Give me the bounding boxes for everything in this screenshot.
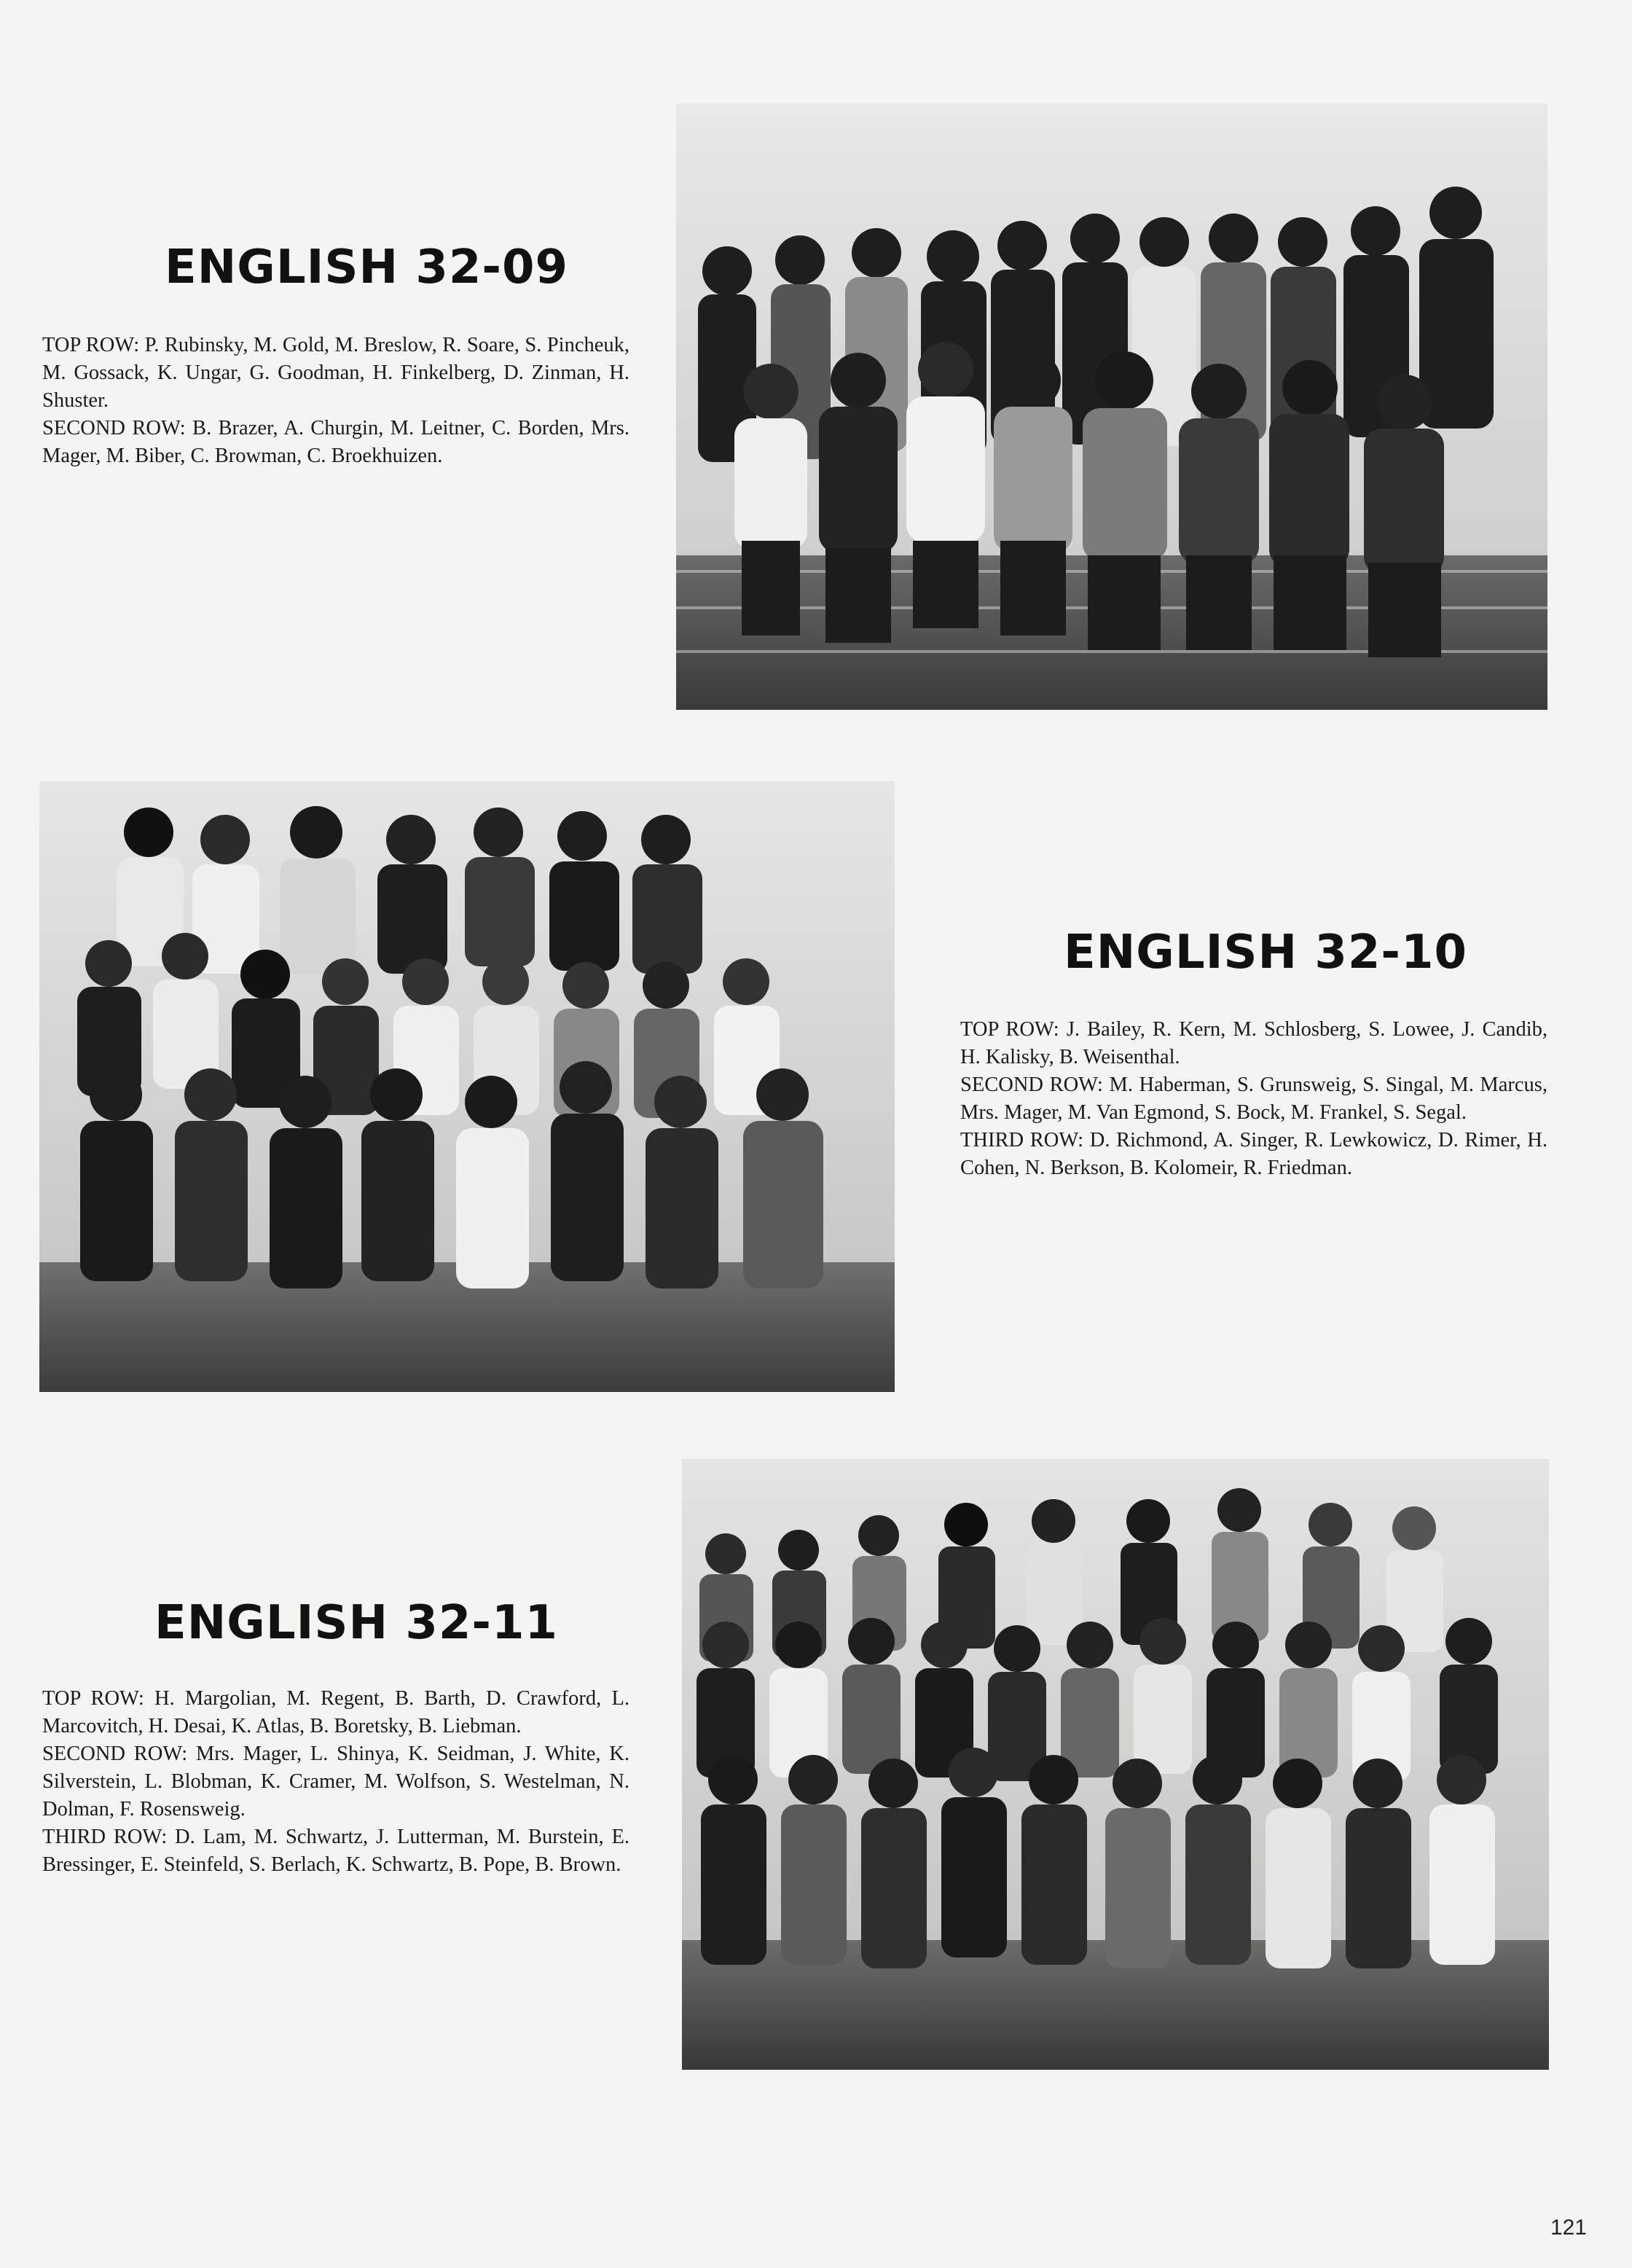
caption-english-32-11 — [42, 1685, 629, 1879]
caption-line: TOP ROW: P. Rubinsky, M. Gold, M. Breslow, R. Soare, S. Pincheuk, M. Gossack, K. Ungar, G. Goodman, H. Finkelberg, D. Zinman, H. Shuster. — [42, 334, 629, 412]
group-photo-image — [682, 1459, 1549, 2070]
caption-line: SECOND ROW: Mrs. Mager, L. Shinya, K. Seidman, J. White, K. Silverstein, L. Blobman, K. Cramer, M. Wolfson, S. Westelman, N. Dolman, F. Rosensweig. — [42, 1743, 629, 1821]
page-number: 121 — [1550, 2216, 1587, 2240]
section-heading-english-32-09: ENGLISH 32-09 — [165, 241, 569, 294]
class-photo-english-32-10 — [39, 781, 895, 1392]
class-photo-english-32-09 — [676, 103, 1547, 710]
caption-line: SECOND ROW: M. Haberman, S. Grunsweig, S. Singal, M. Marcus, Mrs. Mager, M. Van Egmond, S. Bock, M. Frankel, S. Segal. — [960, 1074, 1547, 1124]
section-heading-english-32-11: ENGLISH 32-11 — [154, 1596, 559, 1650]
caption-line: THIRD ROW: D. Richmond, A. Singer, R. Lewkowicz, D. Rimer, H. Cohen, N. Berkson, B. Kolomeir, R. Friedman. — [960, 1129, 1547, 1179]
group-photo-image — [676, 103, 1547, 710]
caption-english-32-09 — [42, 332, 629, 470]
class-photo-english-32-11 — [682, 1459, 1549, 2070]
caption-line: TOP ROW: H. Margolian, M. Regent, B. Barth, D. Crawford, L. Marcovitch, H. Desai, K. Atlas, B. Boretsky, B. Liebman. — [42, 1687, 629, 1737]
caption-line: THIRD ROW: D. Lam, M. Schwartz, J. Lutterman, M. Burstein, E. Bressinger, E. Steinfeld, S. Berlach, K. Schwartz, B. Pope, B. Brown. — [42, 1826, 629, 1876]
caption-line: SECOND ROW: B. Brazer, A. Churgin, M. Leitner, C. Borden, Mrs. Mager, M. Biber, C. Browman, C. Broekhuizen. — [42, 417, 629, 467]
caption-line: TOP ROW: J. Bailey, R. Kern, M. Schlosberg, S. Lowee, J. Candib, H. Kalisky, B. Weisenthal. — [960, 1018, 1547, 1068]
section-heading-english-32-10: ENGLISH 32-10 — [1064, 926, 1468, 979]
group-photo-image — [39, 781, 895, 1392]
caption-english-32-10 — [960, 1016, 1547, 1182]
